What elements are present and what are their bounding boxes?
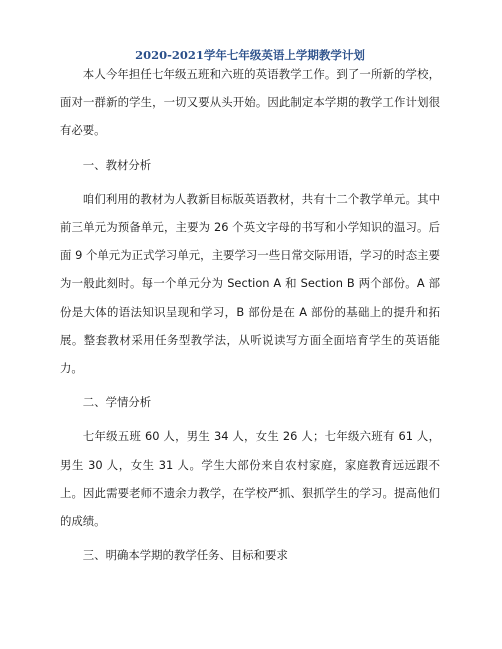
section-heading-textbook-analysis: 一、教材分析 (82, 157, 152, 172)
document-title: 2020-2021学年七年级英语上学期教学计划 (135, 48, 365, 62)
section-body-student-analysis: 七年级五班 60 人，男生 34 人，女生 26 人；七年级六班有 61 人，男生 30 人，女生 31 人。学生大部份来自农村家庭，家庭教育远远跟不上。因此需要老师不遗余力教学，在学校严抓、狠抓学生的学习。提高他们的成绩。 (60, 429, 440, 529)
section-heading-teaching-goals: 三、明确本学期的教学任务、目标和要求 (82, 548, 288, 563)
section-heading-student-analysis: 二、学情分析 (82, 395, 152, 410)
intro-paragraph: 本人今年担任七年级五班和六班的英语教学工作。到了一所新的学校，面对一群新的学生，一切又要从头开始。因此制定本学期的教学工作计划很有必要。 (60, 67, 440, 138)
section-body-textbook-analysis: 咱们利用的教材为人教新目标版英语教材，共有十二个教学单元。其中前三单元为预备单元，主要为 26 个英文字母的书写和小学知识的温习。后面 9 个单元为正式学习单元，主要学习一些日常交际用语，学习的时态主要为一般此刻时。每一个单元分为 Section A 和 Section B 两个部份。A 部份是大体的语法知识呈现和学习，B 部份是在 A 部份的基础上的提升和拓展。整套教材采用任务型教学法，从听说读写方面全面培育学生的英语能力。 (60, 191, 440, 376)
